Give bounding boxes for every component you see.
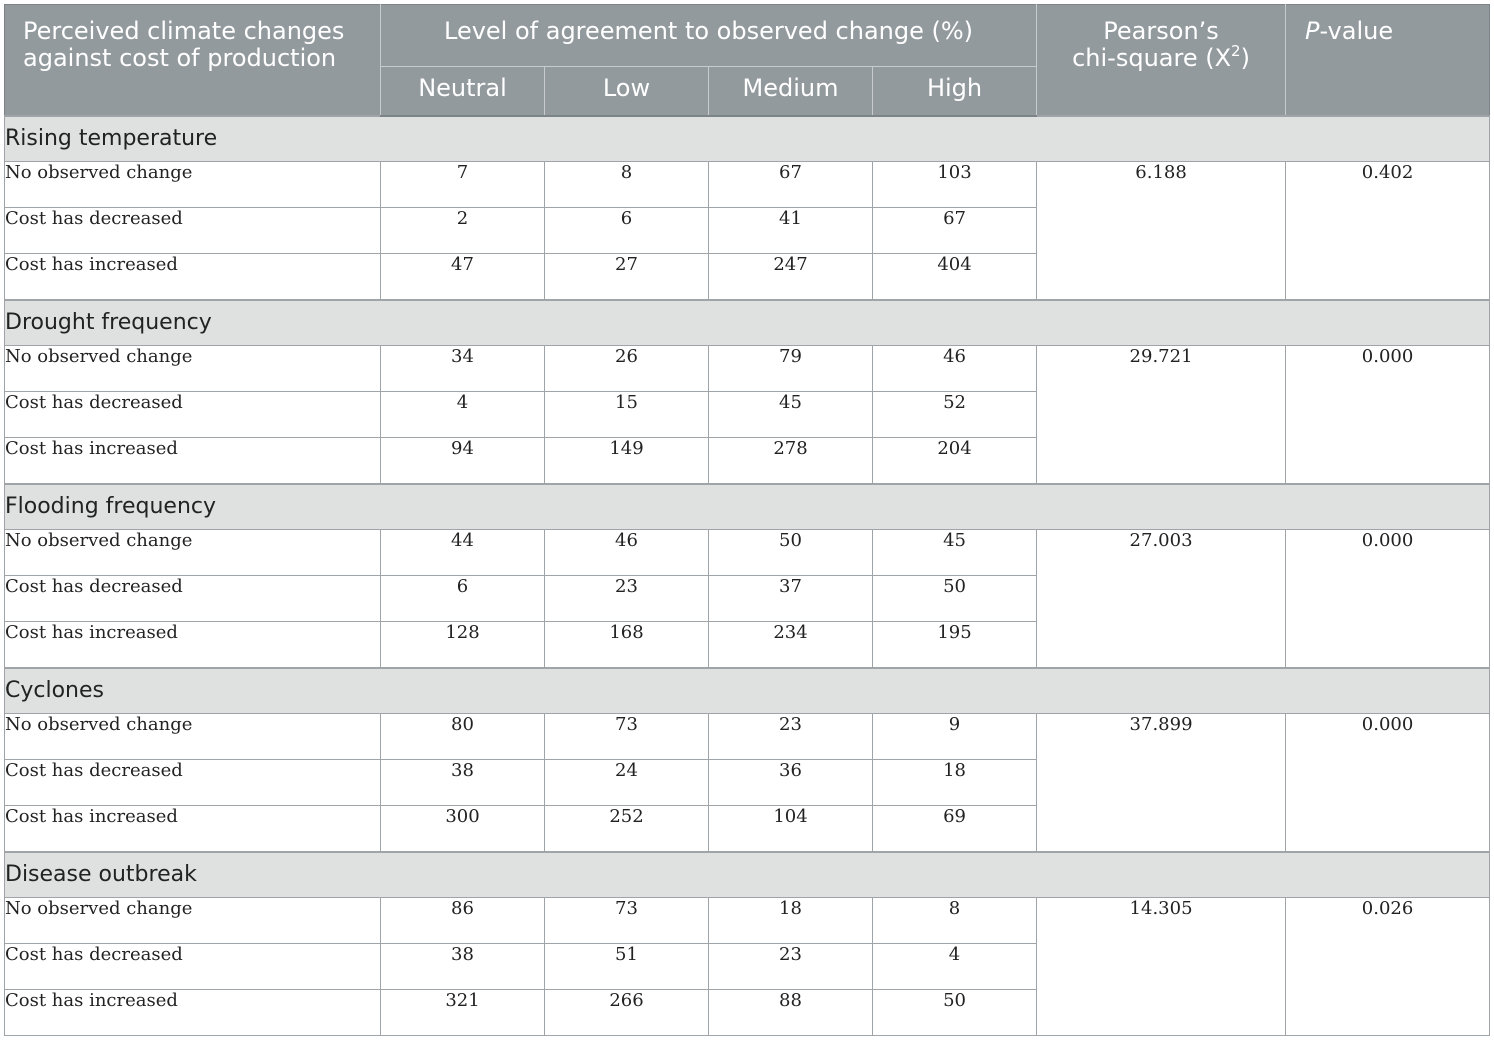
section-row	[5, 116, 1490, 162]
p-value: 0.402	[1286, 162, 1490, 300]
table-row	[5, 898, 1490, 944]
cell-low: 149	[545, 438, 709, 484]
cell-low: 8	[545, 162, 709, 208]
header-level-low: Low	[545, 67, 709, 116]
row-label: No observed change	[5, 162, 381, 208]
cell-neutral: 86	[381, 898, 545, 944]
header-level-medium: Medium	[709, 67, 873, 116]
table-row	[5, 530, 1490, 576]
header-chi-line2: chi-square $(X^2)$	[1072, 42, 1250, 72]
cell-neutral: 300	[381, 806, 545, 852]
cell-high: 9	[873, 714, 1037, 760]
row-label: No observed change	[5, 530, 381, 576]
cell-low: 27	[545, 254, 709, 300]
cell-neutral: 47	[381, 254, 545, 300]
cell-medium: 247	[709, 254, 873, 300]
cell-neutral: 2	[381, 208, 545, 254]
cell-medium: 50	[709, 530, 873, 576]
row-label: Cost has decreased	[5, 392, 381, 438]
p-value: 0.000	[1286, 346, 1490, 484]
cell-medium: 41	[709, 208, 873, 254]
row-label: Cost has increased	[5, 806, 381, 852]
row-label: No observed change	[5, 346, 381, 392]
cell-neutral: 321	[381, 990, 545, 1036]
cell-high: 404	[873, 254, 1037, 300]
section-row	[5, 852, 1490, 898]
cell-neutral: 38	[381, 944, 545, 990]
chi-square-value: 37.899	[1037, 714, 1286, 852]
cell-high: 8	[873, 898, 1037, 944]
header-chi-line1: Pearson’s	[1103, 17, 1219, 45]
cell-low: 46	[545, 530, 709, 576]
row-label: Cost has increased	[5, 990, 381, 1036]
section-title: Cyclones	[5, 668, 1490, 714]
p-value: 0.000	[1286, 530, 1490, 668]
chi-square-value: 29.721	[1037, 346, 1286, 484]
section-row	[5, 484, 1490, 530]
cell-medium: 23	[709, 714, 873, 760]
section-title: Disease outbreak	[5, 852, 1490, 898]
cell-neutral: 7	[381, 162, 545, 208]
cell-low: 168	[545, 622, 709, 668]
data-table	[4, 4, 1490, 1036]
section-title: Flooding frequency	[5, 484, 1490, 530]
cell-medium: 45	[709, 392, 873, 438]
cell-low: 252	[545, 806, 709, 852]
section-row	[5, 668, 1490, 714]
cell-high: 4	[873, 944, 1037, 990]
cell-neutral: 6	[381, 576, 545, 622]
row-label: Cost has increased	[5, 622, 381, 668]
cell-high: 67	[873, 208, 1037, 254]
row-label: No observed change	[5, 714, 381, 760]
cell-neutral: 44	[381, 530, 545, 576]
cell-high: 18	[873, 760, 1037, 806]
row-label: No observed change	[5, 898, 381, 944]
cell-high: 50	[873, 990, 1037, 1036]
section-title: Rising temperature	[5, 116, 1490, 162]
cell-high: 103	[873, 162, 1037, 208]
cell-medium: 104	[709, 806, 873, 852]
cell-low: 26	[545, 346, 709, 392]
row-label: Cost has decreased	[5, 944, 381, 990]
cell-medium: 23	[709, 944, 873, 990]
cell-medium: 67	[709, 162, 873, 208]
header-row-label-line1: Perceived climate changes	[23, 17, 345, 45]
table-row	[5, 162, 1490, 208]
cell-low: 51	[545, 944, 709, 990]
cell-low: 24	[545, 760, 709, 806]
header-agreement-group: Level of agreement to observed change (%)	[381, 5, 1037, 67]
row-label: Cost has increased	[5, 438, 381, 484]
cell-high: 204	[873, 438, 1037, 484]
cell-low: 6	[545, 208, 709, 254]
cell-high: 45	[873, 530, 1037, 576]
section-row	[5, 300, 1490, 346]
chi-square-value: 14.305	[1037, 898, 1286, 1036]
cell-neutral: 38	[381, 760, 545, 806]
cell-low: 73	[545, 898, 709, 944]
cell-medium: 37	[709, 576, 873, 622]
header-chi-square	[1037, 5, 1286, 116]
cell-low: 266	[545, 990, 709, 1036]
cell-high: 46	[873, 346, 1037, 392]
cell-high: 50	[873, 576, 1037, 622]
cell-medium: 234	[709, 622, 873, 668]
cell-medium: 278	[709, 438, 873, 484]
header-level-neutral: Neutral	[381, 67, 545, 116]
cell-medium: 36	[709, 760, 873, 806]
cell-medium: 18	[709, 898, 873, 944]
cell-medium: 79	[709, 346, 873, 392]
cell-neutral: 4	[381, 392, 545, 438]
cell-neutral: 80	[381, 714, 545, 760]
header-row-label-line2: against cost of production	[23, 44, 337, 72]
section-title: Drought frequency	[5, 300, 1490, 346]
p-value: 0.026	[1286, 898, 1490, 1036]
cell-high: 69	[873, 806, 1037, 852]
chi-square-value: 6.188	[1037, 162, 1286, 300]
table-row	[5, 714, 1490, 760]
cell-low: 73	[545, 714, 709, 760]
table-row	[5, 346, 1490, 392]
chi-square-value: 27.003	[1037, 530, 1286, 668]
table-body	[5, 116, 1490, 1036]
cell-high: 195	[873, 622, 1037, 668]
row-label: Cost has increased	[5, 254, 381, 300]
cell-neutral: 128	[381, 622, 545, 668]
row-label: Cost has decreased	[5, 576, 381, 622]
cell-neutral: 34	[381, 346, 545, 392]
header-level-high: High	[873, 67, 1037, 116]
cell-medium: 88	[709, 990, 873, 1036]
header-p-value: P-value	[1286, 5, 1490, 116]
cell-low: 15	[545, 392, 709, 438]
row-label: Cost has decreased	[5, 760, 381, 806]
cell-low: 23	[545, 576, 709, 622]
header-row-label	[5, 5, 381, 116]
cell-high: 52	[873, 392, 1037, 438]
row-label: Cost has decreased	[5, 208, 381, 254]
p-value: 0.000	[1286, 714, 1490, 852]
cell-neutral: 94	[381, 438, 545, 484]
